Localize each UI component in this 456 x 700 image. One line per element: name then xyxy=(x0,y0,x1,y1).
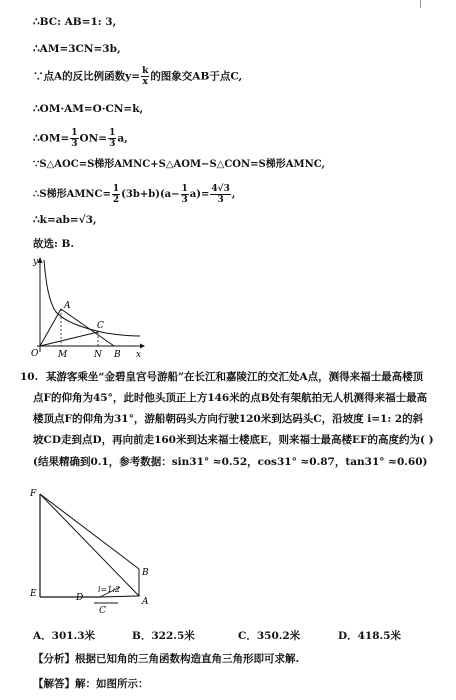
fraction-numerator: 1 xyxy=(109,128,116,138)
question-line-3: 楼顶点F的仰角为31°，游船朝码头方向行驶120米到达码头C，沿坡度 i=1: 2的斜 xyxy=(33,413,424,425)
question-text: 某游客乘坐“金碧皇宫号游船”在长江和嘉陵江的交汇处A点，测得来福士最高楼顶 xyxy=(45,371,424,383)
sightline-fb xyxy=(40,494,139,569)
building-figure xyxy=(28,482,168,620)
x-axis-arrow xyxy=(140,344,145,349)
question-line-1 xyxy=(20,370,423,384)
text-segment: , xyxy=(231,189,236,200)
fraction-numerator: 4√3 xyxy=(211,184,230,194)
label-y: y xyxy=(33,257,39,267)
label-f: F xyxy=(30,489,37,499)
page-corner-mark xyxy=(420,0,435,8)
answer-line: 故选: B. xyxy=(33,238,75,250)
label-c: C xyxy=(97,321,104,331)
solution-line-1: ∴BC: AB=1: 3, xyxy=(33,16,117,28)
fraction-denominator: 2 xyxy=(112,195,120,205)
solution-start-line: 【解答】解：如图所示： xyxy=(33,678,149,690)
label-a: A xyxy=(64,301,71,311)
question-line-2: 点F的仰角为45°，此时他头顶正上方146米的点B处有架航拍无人机测得来福士最高 xyxy=(33,392,428,404)
fraction-numerator: k xyxy=(142,66,149,76)
sightline-fa xyxy=(40,494,139,596)
text-segment: y= xyxy=(125,70,141,83)
option-b[interactable]: B．322.5米 xyxy=(132,630,195,642)
solution-line-2: ∴AM=3CN=3b, xyxy=(33,43,121,55)
text-segment: ∴S梯形AMNC= xyxy=(33,189,111,200)
text-segment: ON= xyxy=(79,132,108,145)
label-a: A xyxy=(142,597,149,607)
fraction-numerator: 1 xyxy=(181,184,188,194)
solution-line-3 xyxy=(33,66,242,87)
fraction xyxy=(181,184,189,205)
fraction-numerator: 1 xyxy=(112,184,120,194)
segment-oc xyxy=(40,332,98,346)
fraction xyxy=(108,128,116,149)
hyperbola-curve xyxy=(44,260,140,336)
fraction xyxy=(210,184,230,205)
label-n: N xyxy=(94,350,102,360)
question-line-4: 坡CD走到点D，再向前走160米到达来福士楼底E，则来福士最高楼EF的高度约为( ) xyxy=(33,434,434,446)
label-b: B xyxy=(142,568,149,578)
label-d: D xyxy=(76,593,84,603)
text-segment: 的图象交AB于点C, xyxy=(150,70,243,83)
fraction xyxy=(70,128,78,149)
fraction xyxy=(141,66,149,87)
analysis-line: 【分析】根据已知角的三角函数构造直角三角形即可求解. xyxy=(33,653,300,665)
question-line-5: (结果精确到0.1，参考数据：sin31° ≈0.52，cos31° ≈0.87，tan31° ≈0.60) xyxy=(33,456,428,468)
y-axis-arrow xyxy=(38,257,43,263)
solution-line-8: ∴k=ab=√3, xyxy=(33,214,97,226)
option-c[interactable]: C．350.2米 xyxy=(238,630,301,642)
hyperbola-figure xyxy=(28,254,148,360)
solution-line-4: ∴OM·AM=O·CN=k, xyxy=(33,103,144,115)
label-m: M xyxy=(58,350,68,360)
option-a[interactable]: A．301.3米 xyxy=(33,630,96,642)
label-o: O xyxy=(31,349,39,359)
text-segment: (3b+b)(a− xyxy=(121,189,180,200)
label-c: C xyxy=(99,606,106,616)
text-segment: ∵点A的反比例函数 xyxy=(33,70,126,83)
fraction-numerator: 1 xyxy=(71,128,78,138)
label-x: x xyxy=(136,350,142,360)
solution-line-7 xyxy=(33,184,235,205)
option-d[interactable]: D．418.5米 xyxy=(338,630,401,642)
label-b: B xyxy=(114,350,121,360)
solution-line-6: ∵S△AOC=S梯形AMNC+S△AOM−S△CON=S梯形AMNC, xyxy=(33,159,325,170)
text-segment: ∴OM= xyxy=(33,132,70,145)
fraction-denominator: 3 xyxy=(71,139,78,149)
fraction-denominator: 3 xyxy=(217,195,224,205)
fraction-denominator: x xyxy=(142,77,148,87)
question-number: 10. xyxy=(20,371,39,383)
text-segment: a)= xyxy=(189,189,210,200)
label-e: E xyxy=(30,589,37,599)
fraction-denominator: 3 xyxy=(109,139,116,149)
text-segment: a, xyxy=(117,132,128,145)
segment-ab xyxy=(61,309,114,346)
slope-label: i=1:2 xyxy=(98,585,121,594)
solution-line-5 xyxy=(33,128,128,149)
fraction xyxy=(112,184,120,205)
fraction-denominator: 3 xyxy=(181,195,188,205)
segment-oa xyxy=(40,309,61,346)
